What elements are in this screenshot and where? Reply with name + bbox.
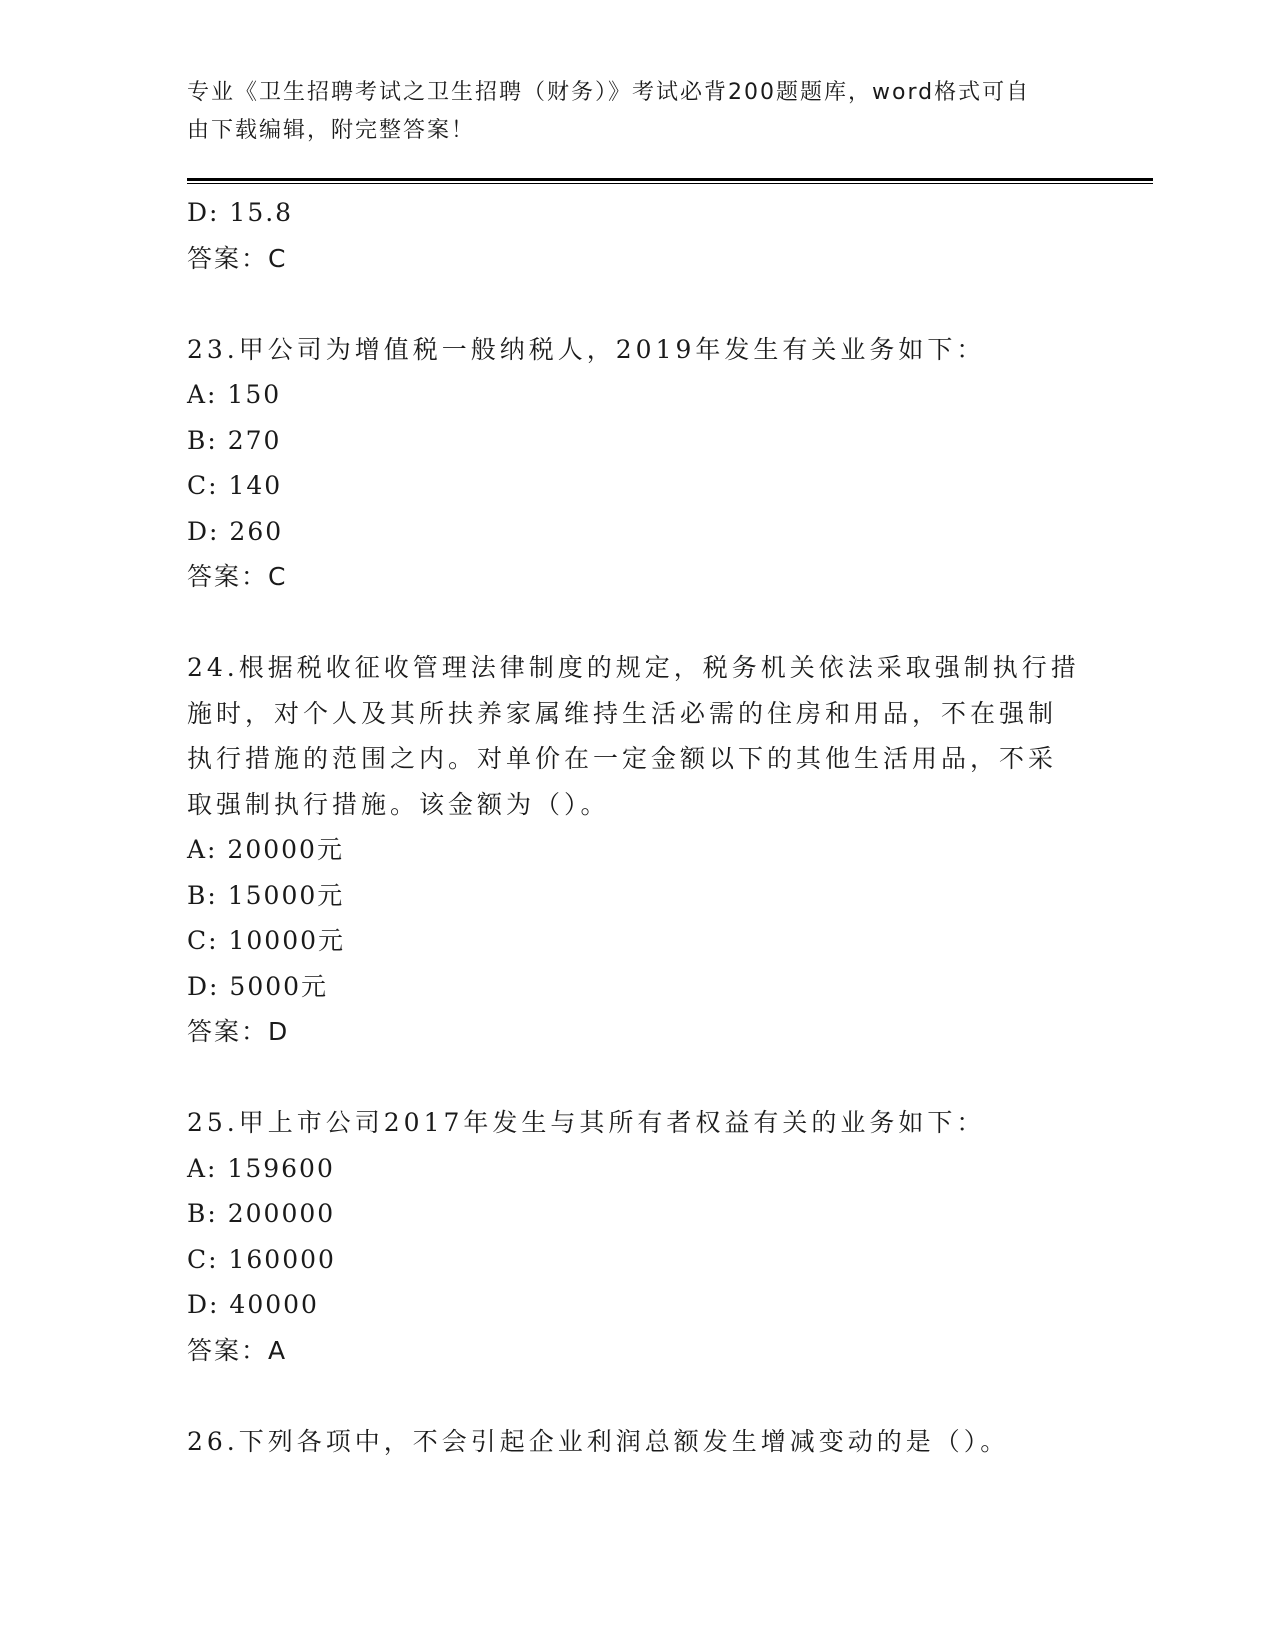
option-a: A: 159600 [187,1153,335,1183]
question-stem-line-1: 24.根据税收征收管理法律制度的规定，税务机关依法采取强制执行措 [187,653,1080,682]
header-line-1: 专业《卫生招聘考试之卫生招聘（财务）》考试必背200题题库，word格式可自 [187,80,1031,105]
option-b: B: 15000元 [187,880,345,910]
question-stem-line-2: 施时，对个人及其所扶养家属维持生活必需的住房和用品，不在强制 [187,698,1058,728]
option-c: C: 160000 [187,1244,336,1274]
spacer [187,281,1087,327]
spacer [187,600,1087,646]
answer: 答案：D [187,1017,290,1046]
option-d: D: 40000 [187,1290,319,1319]
question-stem: 26.下列各项中，不会引起企业利润总额发生增减变动的是（）。 [187,1426,1010,1456]
prev-option-d: D: 15.8 [187,198,294,227]
header-rule-thin [187,183,1153,184]
question-24 [187,645,1087,1055]
header-rule-thick [187,178,1153,181]
option-b: B: 200000 [187,1199,336,1228]
option-c: C: 140 [187,471,283,500]
option-d: D: 260 [187,516,284,546]
spacer [187,1373,1087,1419]
option-b: B: 270 [187,425,282,455]
question-stem-line-3: 执行措施的范围之内。对单价在一定金额以下的其他生活用品，不采 [187,744,1058,773]
document-header [187,74,1067,150]
option-d: D: 5000元 [187,971,329,1001]
question-25 [187,1100,1087,1373]
question-23 [187,327,1087,600]
option-a: A: 150 [187,380,282,409]
document-body [187,190,1087,1464]
prev-answer: 答案：C [187,243,288,273]
option-c: C: 10000元 [187,926,346,955]
answer: 答案：C [187,562,288,591]
question-stem: 23.甲公司为增值税一般纳税人，2019年发生有关业务如下： [187,334,986,364]
question-26 [187,1419,1087,1465]
question-stem: 25.甲上市公司2017年发生与其所有者权益有关的业务如下： [187,1108,986,1137]
header-line-2: 由下载编辑，附完整答案！ [187,118,476,143]
option-a: A: 20000元 [187,835,344,864]
question-stem-line-4: 取强制执行措施。该金额为（）。 [187,789,610,819]
spacer [187,1055,1087,1101]
answer: 答案：A [187,1335,288,1365]
